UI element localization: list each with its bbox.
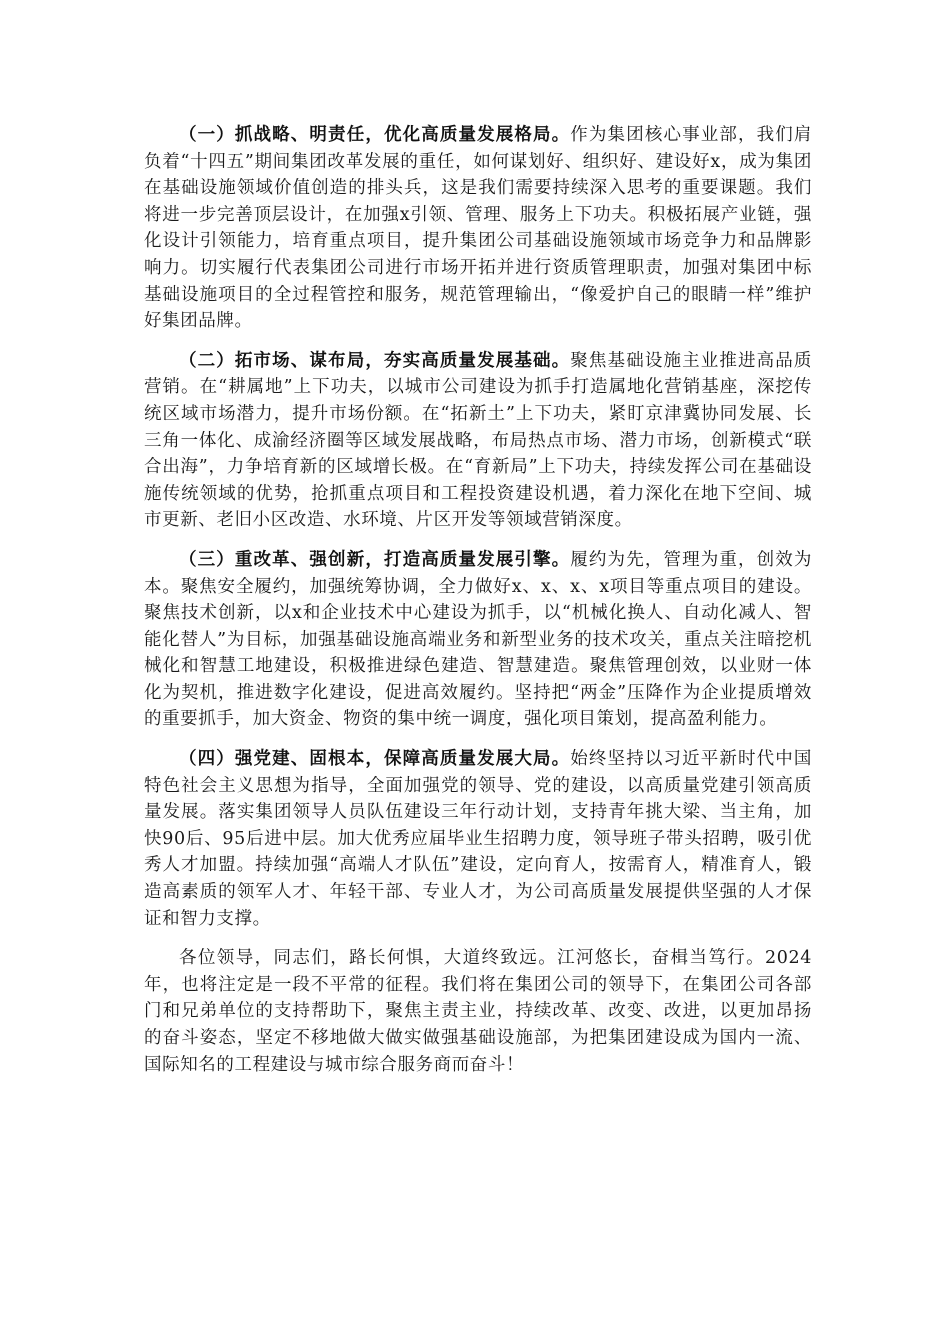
document-body bbox=[144, 122, 812, 1091]
section-3-heading: （三）重改革、强创新，打造高质量发展引擎。 bbox=[179, 549, 571, 570]
section-4-heading: （四）强党建、固根本，保障高质量发展大局。 bbox=[179, 749, 571, 770]
section-4-text: 始终坚持以习近平新时代中国特色社会主义思想为指导，全面加强党的领导、党的建设，以高质量党建引领高质量发展。落实集团领导人员队伍建设三年行动计划，支持青年挑大梁、当主角，加快90后、95后进中层。加大优秀应届毕业生招聘力度，领导班子带头招聘，吸引优秀人才加盟。持续加强“高端人才队伍”建设，定向育人，按需育人，精准育人，锻造高素质的领军人才、年轻干部、专业人才，为公司高质量发展提供坚强的人才保证和智力支撑。 bbox=[144, 749, 812, 929]
section-3-paragraph bbox=[144, 547, 812, 733]
section-2-text: 聚焦基础设施主业推进高品质营销。在“耕属地”上下功夫，以城市公司建设为抓手打造属地化营销基座，深挖传统区域市场潜力，提升市场份额。在“拓新土”上下功夫，紧盯京津冀协同发展、长三角一体化、成渝经济圈等区域发展战略，布局热点市场、潜力市场，创新模式“联合出海”，力争培育新的区域增长极。在“育新局”上下功夫，持续发挥公司在基础设施传统领域的优势，抢抓重点项目和工程投资建设机遇，着力深化在地下空间、城市更新、老旧小区改造、水环境、片区开发等领域营销深度。 bbox=[144, 350, 812, 531]
section-1-heading: （一）抓战略、明责任，优化高质量发展格局。 bbox=[179, 125, 571, 145]
closing-paragraph bbox=[144, 945, 812, 1078]
section-2-heading: （二）拓市场、谋布局，夯实高质量发展基础。 bbox=[179, 350, 571, 371]
section-1-text: 作为集团核心事业部，我们肩负着“十四五”期间集团改革发展的重任，如何谋划好、组织好、建设好x，成为集团在基础设施领域价值创造的排头兵，这是我们需要持续深入思考的重要课题。我们将进一步完善顶层设计，在加强x引领、管理、服务上下功夫。积极拓展产业链，强化设计引领能力，培育重点项目，提升集团公司基础设施领域市场竞争力和品牌影响力。切实履行代表集团公司进行市场开拓并进行资质管理职责，加强对集团中标基础设施项目的全过程管控和服务，规范管理输出，“像爱护自己的眼睛一样”维护好集团品牌。 bbox=[144, 125, 812, 332]
section-2-paragraph bbox=[144, 348, 812, 534]
section-4-paragraph bbox=[144, 746, 812, 932]
section-3-text: 履约为先，管理为重，创效为本。聚焦安全履约，加强统筹协调，全力做好x、x、x、x项目等重点项目的建设。聚焦技术创新，以x和企业技术中心建设为抓手，以“机械化换人、自动化减人、智能化替人”为目标，加强基础设施高端业务和新型业务的技术攻关，重点关注暗挖机械化和智慧工地建设，积极推进绿色建造、智慧建造。聚焦管理创效，以业财一体化为契机，推进数字化建设，促进高效履约。坚持把“两金”压降作为企业提质增效的重要抓手，加大资金、物资的集中统一调度，强化项目策划，提高盈利能力。 bbox=[144, 549, 812, 730]
section-1-paragraph bbox=[144, 122, 812, 335]
closing-text: 各位领导，同志们，路长何惧，大道终致远。江河悠长，奋楫当笃行。2024年，也将注定是一段不平常的征程。我们将在集团公司的领导下，在集团公司各部门和兄弟单位的支持帮助下，聚焦主责主业，持续改革、改变、改进，以更加昂扬的奋斗姿态，坚定不移地做大做实做强基础设施部，为把集团建设成为国内一流、国际知名的工程建设与城市综合服务商而奋斗！ bbox=[144, 948, 812, 1075]
